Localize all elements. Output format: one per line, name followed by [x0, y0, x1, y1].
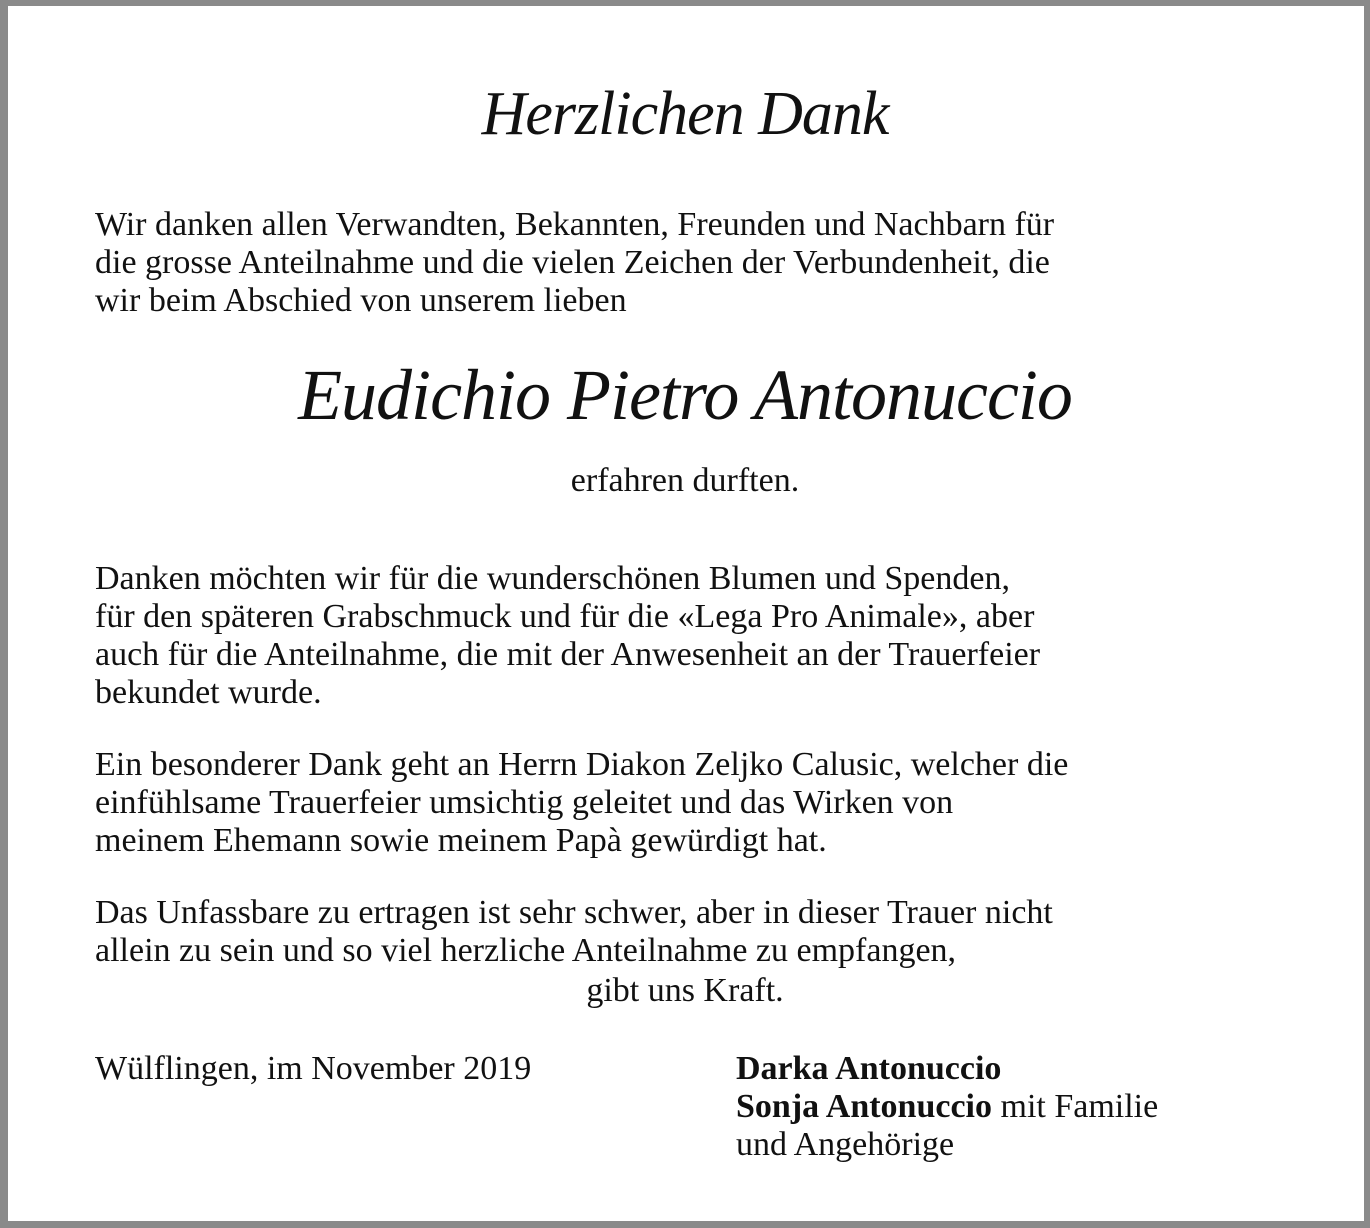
closing-line: allein zu sein und so viel herzliche Anteilnahme zu empfangen,: [95, 932, 957, 969]
closing-last-line: gibt uns Kraft.: [586, 972, 784, 1009]
deacon-line: Ein besonderer Dank geht an Herrn Diakon Zeljko Calusic, welcher die: [95, 746, 1069, 783]
closing-paragraph: [95, 894, 1305, 970]
flowers-line: bekundet wurde.: [95, 674, 322, 711]
flowers-line: Danken möchten wir für die wunderschönen Blumen und Spenden,: [95, 560, 1010, 597]
signer-1: Darka Antonuccio: [736, 1050, 1002, 1087]
intro-line: die grosse Anteilnahme und die vielen Zeichen der Verbundenheit, die: [95, 244, 1050, 281]
deacon-line: einfühlsame Trauerfeier umsichtig geleitet und das Wirken von: [95, 784, 954, 821]
signer-2: Sonja Antonuccio: [736, 1088, 992, 1125]
signatures: [736, 1050, 1158, 1164]
intro-paragraph: [95, 206, 1305, 320]
flowers-line: für den späteren Grabschmuck und für die «Lega Pro Animale», aber: [95, 598, 1035, 635]
signer-2-line: [736, 1088, 1158, 1126]
signer-2-suffix: mit Familie: [992, 1088, 1159, 1125]
deacon-paragraph: [95, 746, 1305, 860]
intro-line: wir beim Abschied von unserem lieben: [95, 282, 627, 319]
signature-line-3: und Angehörige: [736, 1126, 955, 1163]
flowers-paragraph: [95, 560, 1305, 712]
deacon-line: meinem Ehemann sowie meinem Papà gewürdigt hat.: [95, 822, 827, 859]
after-name-text: erfahren durften.: [570, 462, 800, 499]
heading: Herzlichen Dank: [481, 80, 889, 148]
intro-line: Wir danken allen Verwandten, Bekannten, Freunden und Nachbarn für: [95, 206, 1055, 243]
flowers-line: auch für die Anteilnahme, die mit der Anwesenheit an der Trauerfeier: [95, 636, 1041, 673]
place-date: Wülflingen, im November 2019: [95, 1050, 532, 1087]
closing-line: Das Unfassbare zu ertragen ist sehr schwer, aber in dieser Trauer nicht: [95, 894, 1053, 931]
deceased-name: Eudichio Pietro Antonuccio: [298, 355, 1072, 435]
